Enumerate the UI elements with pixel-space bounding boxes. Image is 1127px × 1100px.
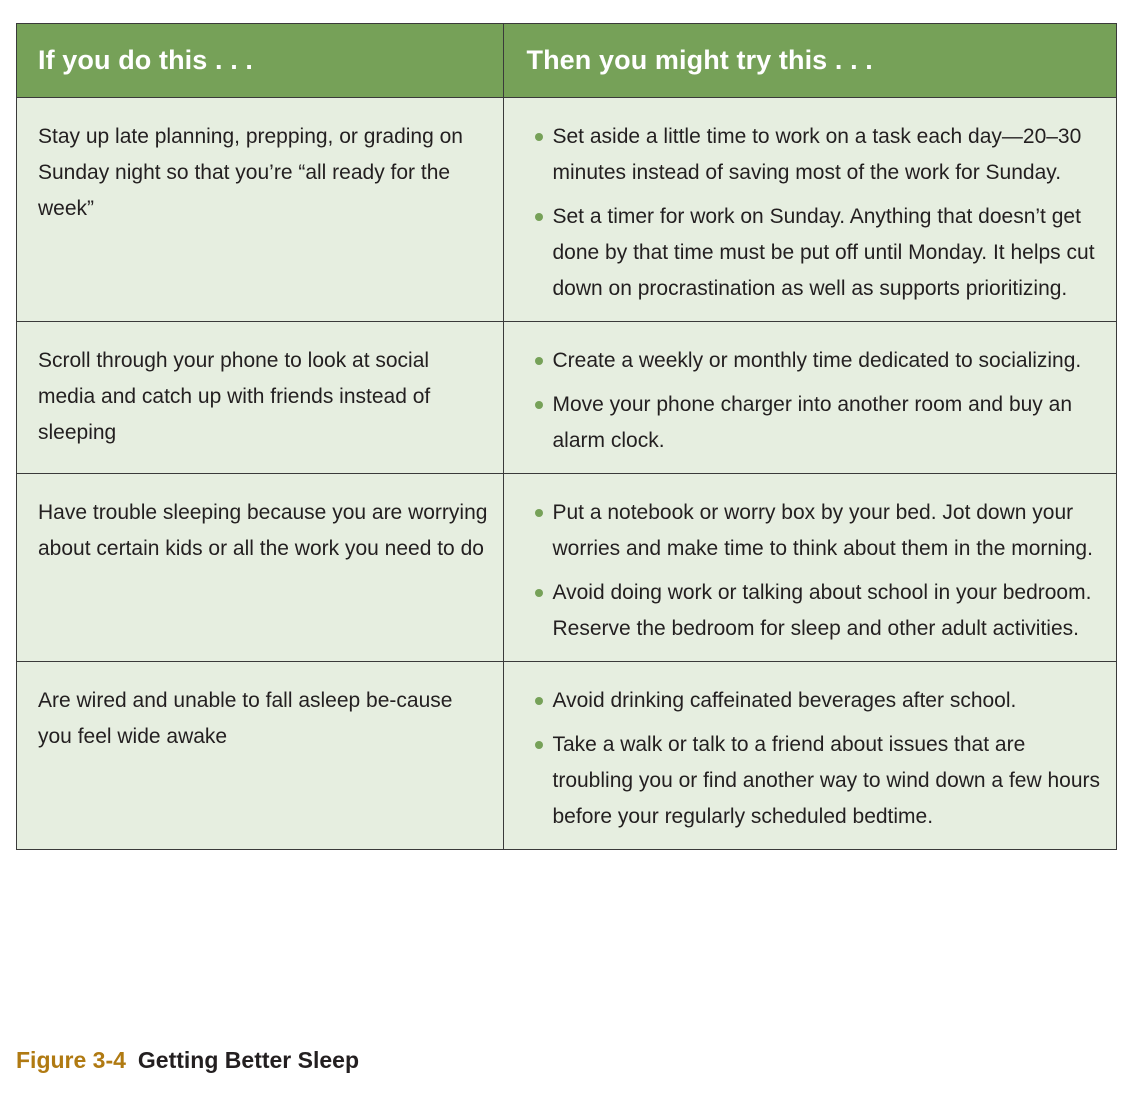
- bullet-icon: [535, 589, 543, 597]
- tips-cell: [503, 97, 1116, 321]
- bullet-icon: [535, 697, 543, 705]
- situation-cell: Stay up late planning, prepping, or grading on Sunday night so that you’re “all ready for the week”: [17, 97, 503, 321]
- tip-item: [534, 343, 1105, 379]
- bullet-icon: [535, 357, 543, 365]
- sleep-tips-table: [16, 23, 1117, 850]
- tip-item: [534, 495, 1105, 567]
- bullet-icon: [535, 213, 543, 221]
- tip-text: Avoid doing work or talking about school in your bedroom. Reserve the bedroom for sleep and other adult activities.: [552, 580, 1092, 640]
- bullet-icon: [535, 509, 543, 517]
- table-row: [17, 321, 1116, 473]
- tip-text: Create a weekly or monthly time dedicated to socializing.: [552, 348, 1082, 372]
- situation-cell: Have trouble sleeping because you are worrying about certain kids or all the work you need to do: [17, 473, 503, 661]
- tip-item: [534, 119, 1105, 191]
- tips-list: [534, 495, 1105, 647]
- tips-cell: [503, 321, 1116, 473]
- tip-item: [534, 575, 1105, 647]
- tip-item: [534, 199, 1105, 307]
- figure-title: Getting Better Sleep: [137, 1047, 360, 1073]
- tips-list: [534, 119, 1105, 307]
- table-row: [17, 661, 1116, 849]
- tip-text: Move your phone charger into another room and buy an alarm clock.: [552, 392, 1072, 452]
- situation-cell: Are wired and unable to fall asleep be-cause you feel wide awake: [17, 661, 503, 849]
- bullet-icon: [535, 741, 543, 749]
- bullet-icon: [535, 401, 543, 409]
- tip-item: [534, 387, 1105, 459]
- bullet-icon: [535, 133, 543, 141]
- tips-cell: [503, 661, 1116, 849]
- figure-label: Figure 3-4: [16, 1047, 126, 1073]
- column-header-suggestions: Then you might try this . . .: [503, 24, 1116, 97]
- tip-item: [534, 683, 1105, 719]
- table-row: [17, 473, 1116, 661]
- tips-cell: [503, 473, 1116, 661]
- tips-list: [534, 683, 1105, 835]
- tip-text: Set aside a little time to work on a task each day—20–30 minutes instead of saving most of the work for Sunday.: [552, 124, 1082, 184]
- tip-item: [534, 727, 1105, 835]
- situation-cell: Scroll through your phone to look at social media and catch up with friends instead of sleeping: [17, 321, 503, 473]
- tip-text: Put a notebook or worry box by your bed. Jot down your worries and make time to think about them in the morning.: [552, 500, 1093, 560]
- tip-text: Set a timer for work on Sunday. Anything that doesn’t get done by that time must be put off until Monday. It helps cut down on procrastination as well as supports prioritizing.: [552, 204, 1095, 300]
- tips-list: [534, 343, 1105, 459]
- table-row: [17, 97, 1116, 321]
- tip-text: Avoid drinking caffeinated beverages after school.: [552, 688, 1017, 712]
- column-header-behavior: If you do this . . .: [17, 24, 503, 97]
- table-header-row: [17, 24, 1116, 97]
- figure-caption: [16, 1047, 359, 1074]
- tip-text: Take a walk or talk to a friend about issues that are troubling you or find another way to wind down a few hours before your regularly scheduled bedtime.: [552, 732, 1100, 828]
